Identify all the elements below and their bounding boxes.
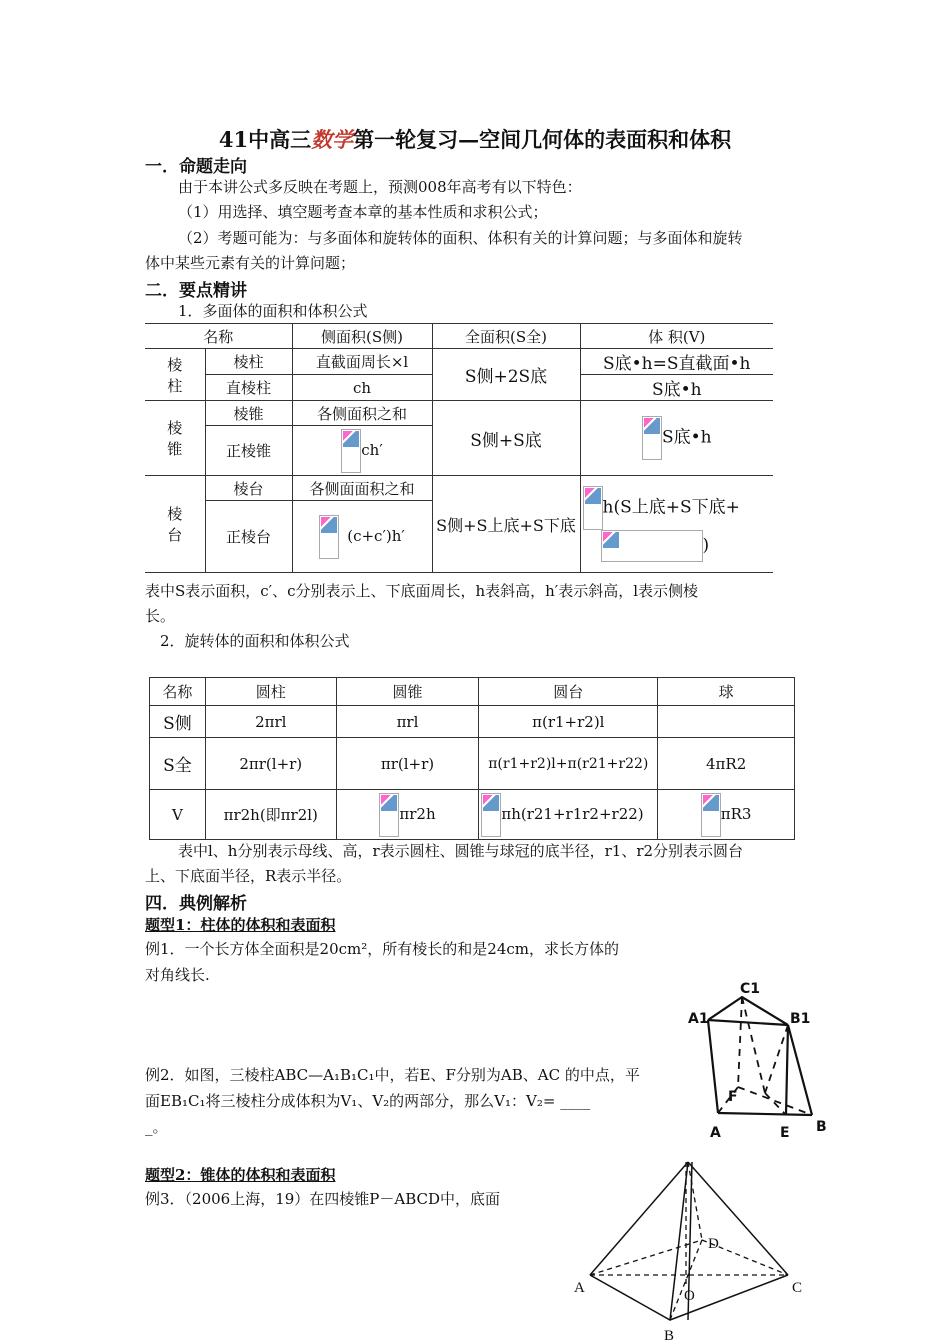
header-name: 名称 (145, 324, 292, 349)
cell: 棱台 (205, 476, 292, 501)
subheading: 2．旋转体的面积和体积公式 (160, 632, 350, 650)
cell: 各侧面面积之和 (292, 476, 432, 501)
row-label: V (150, 790, 206, 840)
example-text: 面EB₁C₁将三棱柱分成体积为V₁、V₂的两部分，那么V₁：V₂= ____ (145, 1092, 591, 1110)
formula-image (583, 486, 603, 530)
cell: πr2h (336, 790, 479, 840)
label-f: F (728, 1089, 738, 1105)
label-d: D (708, 1236, 719, 1252)
page-title: 41中高三数学第一轮复习—空间几何体的表面积和体积 (218, 127, 732, 152)
formula-image (601, 530, 703, 562)
label-a: A (574, 1280, 585, 1296)
paragraph: 上、下底面半径，R表示半径。 (145, 867, 352, 885)
group-prism: 棱 柱 (145, 349, 205, 401)
cell: πrl (336, 706, 479, 738)
cell: 棱锥 (205, 401, 292, 426)
paragraph: 表中l、h分别表示母线、高，r表示圆柱、圆锥与球冠的底半径，r1、r2分别表示圆台 (178, 842, 744, 860)
cell: 各侧面积之和 (292, 401, 432, 426)
row-label: S侧 (150, 706, 206, 738)
example-text: 例1．一个长方体全面积是20cm²，所有棱长的和是24cm，求长方体的 (145, 940, 619, 958)
group-pyramid: 棱 锥 (145, 401, 205, 476)
label-b: B (664, 1328, 675, 1344)
cell: ch (292, 375, 432, 401)
subheading: 1．多面体的面积和体积公式 (178, 302, 368, 320)
prism-figure (680, 975, 840, 1145)
cell: h(S上底+S下底+ ) (580, 476, 773, 573)
header-cone: 圆锥 (336, 678, 479, 706)
label-b1: B1 (790, 1011, 811, 1027)
cell: 直棱柱 (205, 375, 292, 401)
label-a1: A1 (688, 1011, 709, 1027)
header-name: 名称 (150, 678, 206, 706)
section-heading: 二．要点精讲 (145, 281, 247, 301)
paragraph: 由于本讲公式多反映在考题上，预测008年高考有以下特色： (178, 178, 582, 196)
formula-image (481, 793, 501, 837)
cell: S底•h=S直截面•h (580, 349, 773, 375)
paragraph: （1）用选择、填空题考查本章的基本性质和求积公式； (178, 203, 548, 221)
label-a: A (710, 1125, 721, 1141)
polyhedron-formula-table (145, 323, 773, 573)
cell (658, 706, 795, 738)
section-heading: 一．命题走向 (145, 157, 247, 177)
formula-image (341, 429, 361, 473)
cell: π(r1+r2)l (479, 706, 658, 738)
cell: πR3 (658, 790, 795, 840)
cell: S侧+2S底 (432, 349, 580, 401)
formula-image (701, 793, 721, 837)
cell: (c+c′)h′ (292, 501, 432, 573)
label-c: C (792, 1280, 803, 1296)
label-o: O (684, 1288, 695, 1304)
cell: 正棱台 (205, 501, 292, 573)
row-label: S全 (150, 738, 206, 790)
header-volume: 体 积(V) (580, 324, 773, 349)
header-frustum: 圆台 (479, 678, 658, 706)
example-text: _。 (145, 1118, 168, 1136)
cell: 正棱锥 (205, 426, 292, 476)
label-b: B (816, 1119, 827, 1135)
cell: ch′ (292, 426, 432, 476)
formula-image (642, 416, 662, 460)
paragraph: 长。 (145, 607, 176, 625)
paragraph: 体中某些元素有关的计算问题； (145, 254, 356, 272)
header-lateral-area: 侧面积(S侧) (292, 324, 432, 349)
example-text: 对角线长. (145, 966, 210, 984)
cell: π(r1+r2)l+π(r21+r22) (479, 738, 658, 790)
cell: πr2h(即πr2l) (205, 790, 336, 840)
header-cylinder: 圆柱 (205, 678, 336, 706)
section-heading: 四．典例解析 (145, 894, 247, 914)
formula-image (379, 793, 399, 837)
cell: 4πR2 (658, 738, 795, 790)
paragraph: （2）考题可能为：与多面体和旋转体的面积、体积有关的计算问题；与多面体和旋转 (178, 229, 743, 247)
example-text: 例3．（2006上海，19）在四棱锥P－ABCD中，底面 (145, 1190, 501, 1208)
cell: 2πr(l+r) (205, 738, 336, 790)
header-total-area: 全面积(S全) (432, 324, 580, 349)
pyramid-figure (570, 1160, 810, 1344)
cell: S侧+S上底+S下底 (432, 476, 580, 573)
cell: S底•h (580, 401, 773, 476)
cell: 直截面周长×l (292, 349, 432, 375)
cell: 棱柱 (205, 349, 292, 375)
cell: πh(r21+r1r2+r22) (479, 790, 658, 840)
cell: S底•h (580, 375, 773, 401)
rotation-body-formula-table (149, 677, 795, 840)
cell: S侧+S底 (432, 401, 580, 476)
group-frustum: 棱 台 (145, 476, 205, 573)
label-e: E (780, 1125, 790, 1141)
formula-image (319, 515, 339, 559)
cell: πr(l+r) (336, 738, 479, 790)
paragraph: 表中S表示面积，c′、c分别表示上、下底面周长，h表斜高，h′表示斜高，l表示侧棱 (145, 582, 699, 600)
label-c1: C1 (740, 981, 761, 997)
question-type: 题型2：锥体的体积和表面积 (145, 1166, 336, 1184)
header-sphere: 球 (658, 678, 795, 706)
example-text: 例2．如图，三棱柱ABC—A₁B₁C₁中，若E、F分别为AB、AC 的中点，平 (145, 1066, 640, 1084)
question-type: 题型1：柱体的体积和表面积 (145, 916, 336, 934)
cell: 2πrl (205, 706, 336, 738)
